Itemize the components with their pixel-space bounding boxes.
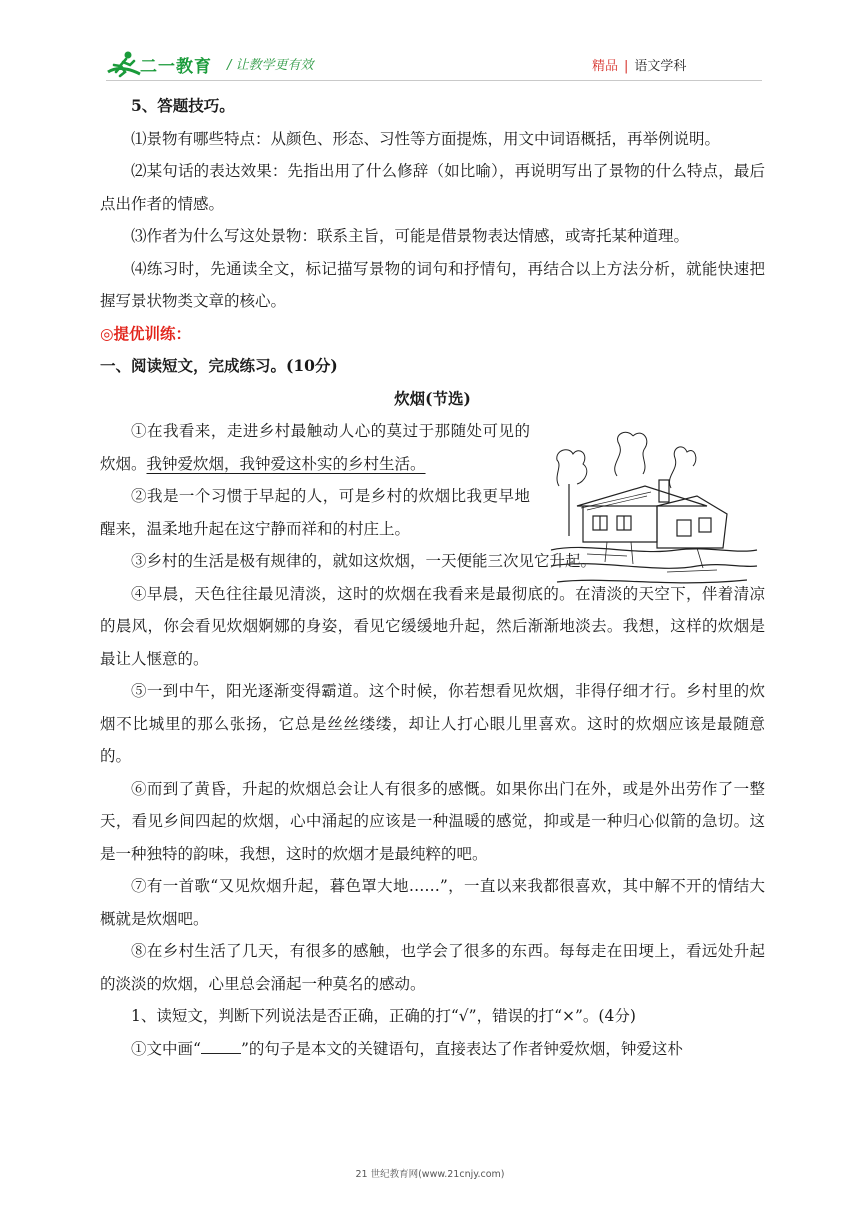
quality-label: 精品 <box>592 59 619 74</box>
underline-blank <box>201 1039 241 1054</box>
paragraph-1 <box>100 415 530 480</box>
underlined-key-sentence: 我钟爱炊烟，我钟爱这朴实的乡村生活。 <box>146 454 426 473</box>
tip-1: ⑴景物有哪些特点：从颜色、形态、习性等方面提炼，用文中词语概括，再举例说明。 <box>131 129 721 148</box>
paragraph-1-lead: ①在我看来，走进乡村最触动人心的莫过于那随处可见的炊烟。 <box>100 422 530 473</box>
paragraph-4: ④早晨，天色往往最见清淡，这时的炊烟在我看来是最彻底的。在清淡的天空下，伴着清凉的晨风，你会看见炊烟婀娜的身姿，看见它缓缓地升起，然后渐渐地淡去。我想，这样的炊烟是最让人惬意的。 <box>100 584 765 668</box>
paragraph-7: ⑦有一首歌“又见炊烟升起，暮色罩大地……”，一直以来我都很喜欢，其中解不开的情结大概就是炊烟吧。 <box>100 877 765 928</box>
page-header <box>0 0 860 90</box>
question-1-item-1 <box>100 1033 765 1066</box>
subject-label: 语文学科 <box>634 59 687 74</box>
article-title: 炊烟(节选) <box>394 388 471 408</box>
paragraph-6: ⑥而到了黄昏，升起的炊烟总会让人有很多的感慨。如果你出门在外，或是外出劳作了一整天，看见乡间四起的炊烟，心中涌起的应该是一种温暖的感觉，抑或是一种归心似箭的急切。这是一种独特的韵味，我想，这时的炊烟才是最纯粹的吧。 <box>100 779 765 863</box>
paragraph-8: ⑧在乡村生活了几天，有很多的感触，也学会了很多的东西。每每走在田埂上，看远处升起的淡淡的炊烟，心里总会涌起一种莫名的感动。 <box>100 942 765 993</box>
paragraph-3: ③乡村的生活是极有规律的，就如这炊烟，一天便能三次见它升起。 <box>131 552 597 570</box>
question-1: 1、读短文，判断下列说法是否正确，正确的打“√”，错误的打“×”。(4分) <box>131 1007 636 1025</box>
header-separator: | <box>624 59 629 74</box>
wrapped-paragraphs <box>100 415 530 545</box>
logo-text: 二一教育 <box>140 57 212 77</box>
paragraph-5: ⑤一到中午，阳光逐渐变得霸道。这个时候，你若想看见炊烟，非得仔细才行。乡村里的炊烟不比城里的那么张扬，它总是丝丝缕缕，却让人打心眼儿里喜欢。这时的炊烟应该是最随意的。 <box>100 682 765 765</box>
item-text-after: ”的句子是本文的关键语句，直接表达了作者钟爱炊烟，钟爱这朴 <box>240 1039 683 1058</box>
tip-4: ⑷练习时，先通读全文，标记描写景物的词句和抒情句，再结合以上方法分析，就能快速把握写景状物类文章的核心。 <box>100 259 765 310</box>
header-divider <box>106 80 762 81</box>
item-text-before: ①文中画“ <box>131 1039 201 1058</box>
tip-2: ⑵某句话的表达效果：先指出用了什么修辞（如比喻），再说明写出了景物的什么特点，最后点出作者的情感。 <box>100 162 765 213</box>
training-heading: ◎提优训练： <box>100 323 192 343</box>
header-subject <box>592 55 686 74</box>
page-footer: 21 世纪教育网(www.21cnjy.com) <box>355 1169 505 1180</box>
section-title: 5、答题技巧。 <box>131 96 235 115</box>
question-title: 一、阅读短文，完成练习。(10分) <box>100 356 338 375</box>
slogan: / 让教学更有效 <box>227 58 314 73</box>
tip-3: ⑶作者为什么写这处景物：联系主旨，可能是借景物表达情感，或寄托某种道理。 <box>131 227 690 245</box>
paragraph-2: ②我是一个习惯于早起的人，可是乡村的炊烟比我更早地醒来，温柔地升起在这宁静而祥和的村庄上。 <box>100 487 530 538</box>
village-house-illustration-icon <box>547 426 761 592</box>
